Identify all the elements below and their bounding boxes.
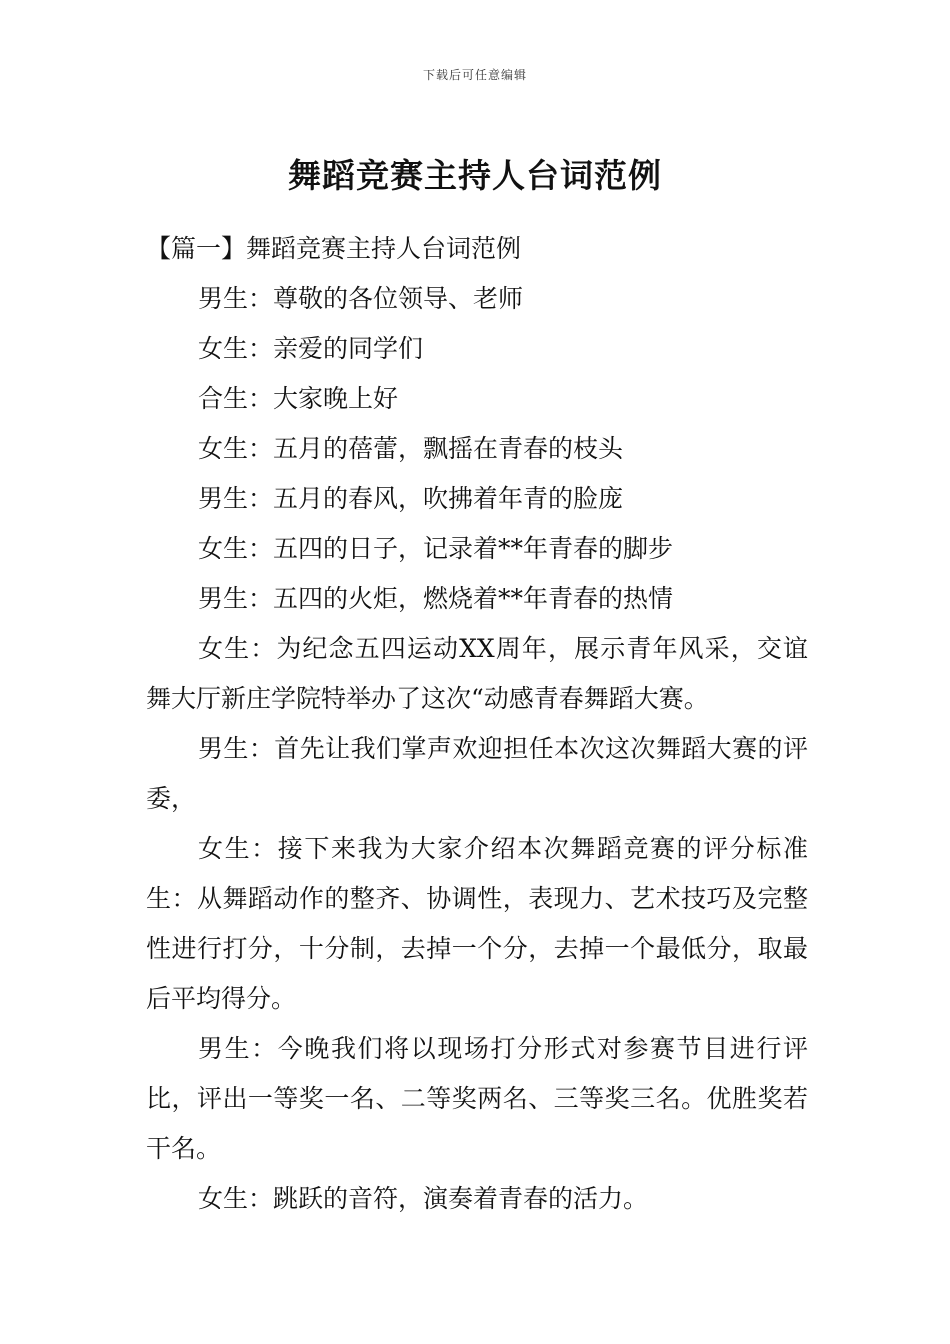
paragraph: 女生：五月的蓓蕾，飘摇在青春的枝头 [198,434,624,463]
paragraph: 女生：五四的日子，记录着**年青春的脚步 [198,534,674,563]
paragraph: 男生：尊敬的各位领导、老师 [198,284,524,313]
header-note: 下载后可任意编辑 [422,68,527,82]
paragraph: 合生：大家晚上好 [198,384,399,413]
paragraph: 男生：首先让我们掌声欢迎担任本次这次舞蹈大赛的评委， [146,734,808,813]
paragraph: 女生：跳跃的音符，演奏着青春的活力。 [198,1184,649,1213]
document-body [146,224,808,1224]
paragraph: 女生：接下来我为大家介绍本次舞蹈竞赛的评分标准生：从舞蹈动作的整齐、协调性，表现力、艺术技巧及完整性进行打分，十分制，去掉一个分，去掉一个最低分，取最后平均得分。 [146,834,808,1013]
paragraph: 男生：五四的火炬，燃烧着**年青春的热情 [198,584,674,613]
paragraph: 男生：今晚我们将以现场打分形式对参赛节目进行评比，评出一等奖一名、二等奖两名、三等奖三名。优胜奖若干名。 [146,1034,808,1163]
section-heading: 【篇一】舞蹈竞赛主持人台词范例 [146,234,522,263]
paragraph: 男生：五月的春风，吹拂着年青的脸庞 [198,484,624,513]
document-title: 舞蹈竞赛主持人台词范例 [288,156,662,196]
paragraph: 女生：为纪念五四运动XX周年，展示青年风采，交谊舞大厅新庄学院特举办了这次“动感青春舞蹈大赛。 [146,634,808,713]
paragraph: 女生：亲爱的同学们 [198,334,424,363]
